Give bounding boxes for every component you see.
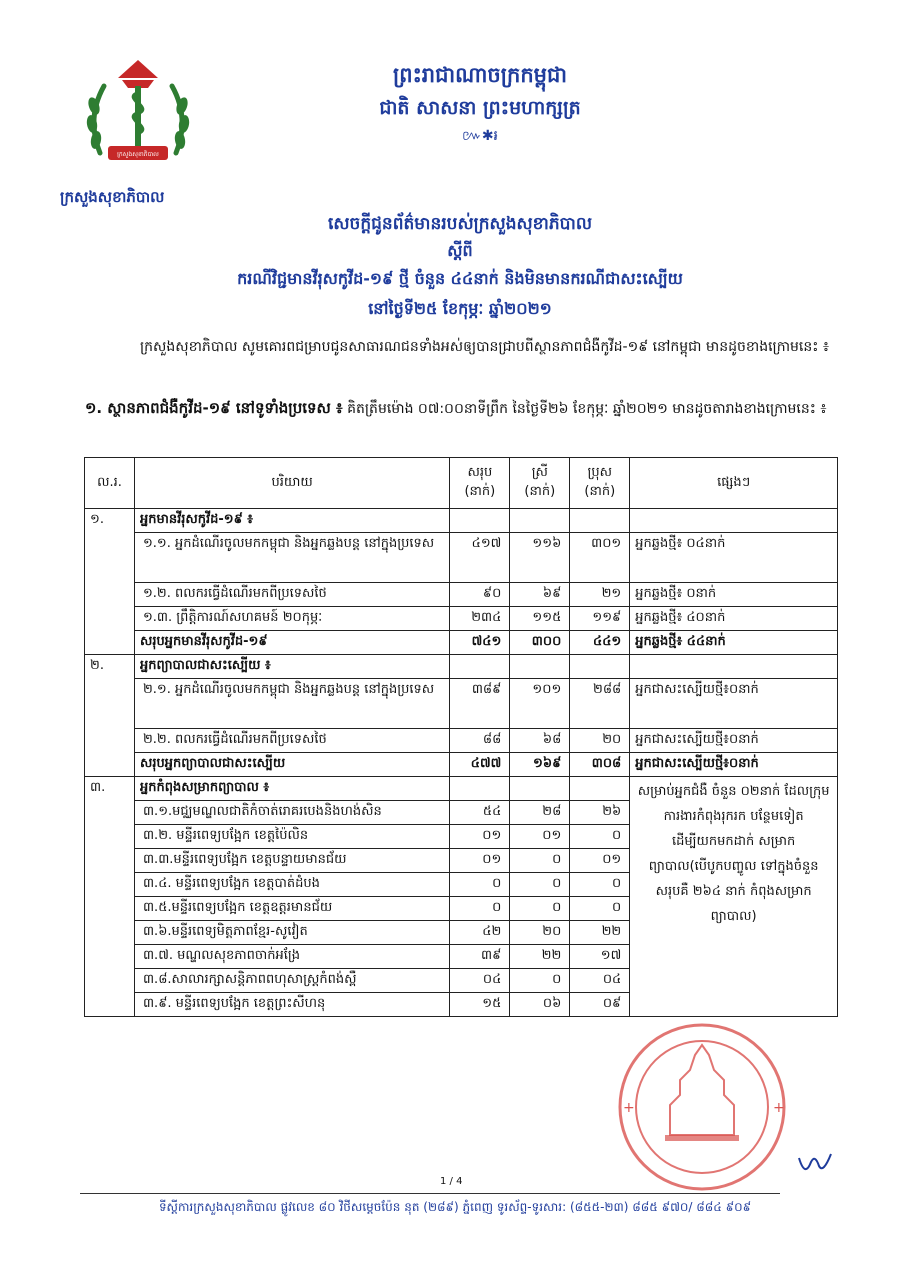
- row-total: ២៣៤: [450, 607, 510, 631]
- row-male: ៣០១: [570, 533, 630, 583]
- summary-total: ៤៧៧: [450, 753, 510, 777]
- header-male: ប្រុស (នាក់): [570, 458, 630, 509]
- document-title: សេចក្តីជូនព័ត៌មានរបស់ក្រសួងសុខាភិបាល: [327, 214, 593, 234]
- row-description: ៣.៥.មន្ទីរពេទ្យបង្អែក ខេត្តឧត្តរមានជ័យ: [134, 897, 449, 921]
- row-total: ០: [450, 873, 510, 897]
- row-description: ៣.៣.មន្ទីរពេទ្យបង្អែក ខេត្តបន្ទាយមានជ័យ: [134, 849, 449, 873]
- row-total: ០៤: [450, 969, 510, 993]
- row-female: ០: [510, 969, 570, 993]
- row-description: ៣.៦.មន្ទីរពេទ្យមិត្តភាពខ្មែរ-សូវៀត: [134, 921, 449, 945]
- group-number: ៣.: [85, 777, 135, 1017]
- row-male: ២១: [570, 583, 630, 607]
- header-other: ផ្សេងៗ: [630, 458, 838, 509]
- summary-row: [85, 753, 838, 777]
- row-note: អ្នកឆ្លងថ្មី៖ ៤០នាក់: [630, 607, 838, 631]
- header-female: ស្រី (នាក់): [510, 458, 570, 509]
- section1-heading: ១. ស្ថានភាពជំងឺកូវីដ-១៩ នៅទូទាំងប្រទេស ៖: [85, 399, 343, 417]
- row-female: ១១៦: [510, 533, 570, 583]
- group-number: ១.: [85, 509, 135, 655]
- summary-male: ៤៤១: [570, 631, 630, 655]
- header-description: បរិយាយ: [134, 458, 449, 509]
- row-male: ២២: [570, 921, 630, 945]
- row-description: ៣.២. មន្ទីរពេទ្យបង្អែក ខេត្តប៉ៃលិន: [134, 825, 449, 849]
- emblem-ribbon-text: ក្រសួងសុខាភិបាល: [117, 151, 159, 158]
- row-description: ១.៣. ព្រឹត្តិការណ៍សហគមន៍ ២០កុម្ភៈ: [134, 607, 449, 631]
- ministry-name: ក្រសួងសុខាភិបាល: [60, 188, 165, 206]
- table-row: [85, 509, 838, 533]
- footer-divider: [80, 1193, 780, 1194]
- group-number: ២.: [85, 655, 135, 777]
- header-total: សរុប (នាក់): [450, 458, 510, 509]
- row-total: ៨៨: [450, 729, 510, 753]
- row-total: ៣៨៩: [450, 679, 510, 729]
- row-total: ៥៤: [450, 801, 510, 825]
- row-description: ១.១. អ្នកដំណើរចូលមកកម្ពុជា និងអ្នកឆ្លងបន្ត នៅក្នុងប្រទេស: [134, 533, 449, 583]
- row-total: ៤២: [450, 921, 510, 945]
- table-row: [85, 655, 838, 679]
- footer-address: ទីស្តីការក្រសួងសុខាភិបាល ផ្លូវលេខ ៨០ វិថីសម្តេចប៉ែន នុត (២៨៩) ភ្នំពេញ ទូរស័ព្ទ-ទូរសារ: (៨៥៥-២៣) ៨៨៥ ៩៧០/ ៨៨៤ ៩០៩: [158, 1200, 752, 1214]
- intro-paragraph: ក្រសួងសុខាភិបាល សូមគោរពជម្រាបជូនសាធារណជនទាំងអស់ឲ្យបានជ្រាបពីស្ថានភាពជំងឺកូវីដ-១៩ នៅកម្ពុជា មានដូចខាងក្រោមនេះ ៖: [140, 339, 830, 355]
- svg-text:+: +: [623, 1100, 635, 1116]
- summary-row: [85, 631, 838, 655]
- row-description: ៣.៨.សាលារក្សាសន្តិភាពពហុសាស្រ្តកំពង់ស្ពឺ: [134, 969, 449, 993]
- row-male: ០៩: [570, 993, 630, 1017]
- row-male: ០: [570, 825, 630, 849]
- svg-text:+: +: [773, 1100, 785, 1116]
- row-note: អ្នកជាសះស្បើយថ្មី៖០នាក់: [630, 729, 838, 753]
- row-description: ៣.៤. មន្ទីរពេទ្យបង្អែក ខេត្តបាត់ដំបង: [134, 873, 449, 897]
- row-description: ៣.១.មជ្ឈមណ្ឌលជាតិកំចាត់រោគរបេងនិងហង់សិន: [134, 801, 449, 825]
- row-female: ០: [510, 849, 570, 873]
- official-stamp-icon: [615, 1020, 790, 1195]
- kingdom-title: ព្រះរាជាណាចក្រកម្ពុជា: [392, 63, 567, 87]
- row-male: ១៧: [570, 945, 630, 969]
- row-note: អ្នកជាសះស្បើយថ្មី៖០នាក់: [630, 679, 838, 729]
- summary-female: ៣០០: [510, 631, 570, 655]
- table-row: [85, 607, 838, 631]
- row-female: ០៦: [510, 993, 570, 1017]
- row-female: ១០១: [510, 679, 570, 729]
- table-header-row: [85, 458, 838, 509]
- national-motto: ជាតិ សាសនា ព្រះមហាក្សត្រ: [379, 97, 581, 119]
- row-total: ១៥: [450, 993, 510, 1017]
- row-description: ២.១. អ្នកដំណើរចូលមកកម្ពុជា និងអ្នកឆ្លងបន្ត នៅក្នុងប្រទេស: [134, 679, 449, 729]
- row-total: ៣៩: [450, 945, 510, 969]
- table-row: [85, 777, 838, 801]
- row-female: ១១៥: [510, 607, 570, 631]
- row-male: ០: [570, 873, 630, 897]
- header-no: ល.រ.: [85, 458, 135, 509]
- row-description: ៣.៧. មណ្ឌលសុខភាពចាក់អង្រែ: [134, 945, 449, 969]
- row-description: ២.២. ពលករធ្វើដំណើរមកពីប្រទេសថៃ: [134, 729, 449, 753]
- summary-total: ៧៤១: [450, 631, 510, 655]
- row-female: ២០: [510, 921, 570, 945]
- group3-note: សម្រាប់អ្នកជំងឺ ចំនួន ០២នាក់ ដែលក្រុមការងារកំពុងរុករក បន្ថែមទៀត ដើម្បីយកមកដាក់ សម្រាកព្យាបាល(បើបូកបញ្ចូល ទៅក្នុងចំនួនសរុបគឺ ២៦៤ នាក់ កំពុងសម្រាកព្យាបាល): [630, 777, 838, 1017]
- page-number: 1 / 4: [440, 1176, 463, 1187]
- row-female: ៦៩: [510, 583, 570, 607]
- document-subject: ករណីវិជ្ជមានវីរុសកូវីដ-១៩ ថ្មី ចំនួន ៤៤នាក់ និងមិនមានករណីជាសះស្បើយ: [237, 269, 683, 288]
- summary-note: អ្នកឆ្លងថ្មី៖ ៤៤នាក់: [630, 631, 838, 655]
- row-male: ២៨៨: [570, 679, 630, 729]
- table-row: [85, 533, 838, 583]
- ministry-emblem-icon: [78, 58, 198, 178]
- summary-female: ១៦៩: [510, 753, 570, 777]
- table-row: [85, 679, 838, 729]
- row-note: អ្នកឆ្លងថ្មី៖ ០នាក់: [630, 583, 838, 607]
- summary-description: សរុបអ្នកមានវីរុសកូវីដ-១៩: [134, 631, 449, 655]
- row-male: ០១: [570, 849, 630, 873]
- document-subject-label: ស្តីពី: [447, 241, 473, 260]
- row-female: ០: [510, 873, 570, 897]
- group-title: អ្នកកំពុងសម្រាកព្យាបាល ៖: [134, 777, 449, 801]
- group-title: អ្នកព្យាបាលជាសះស្បើយ ៖: [134, 655, 449, 679]
- row-description: ១.២. ពលករធ្វើដំណើរមកពីប្រទេសថៃ: [134, 583, 449, 607]
- section1-text: គិតត្រឹមម៉ោង ០៧:០០នាទីព្រឹក នៃថ្ងៃទី២៦ ខែកុម្ភៈ ឆ្នាំ២០២១ មានដូចតារាងខាងក្រោមនេះ ៖: [347, 401, 827, 417]
- row-male: ០: [570, 897, 630, 921]
- row-note: អ្នកឆ្លងថ្មី៖ ០៤នាក់: [630, 533, 838, 583]
- summary-note: អ្នកជាសះស្បើយថ្មី៖០នាក់: [630, 753, 838, 777]
- row-male: ២៦: [570, 801, 630, 825]
- row-total: ០: [450, 897, 510, 921]
- row-female: ២៨: [510, 801, 570, 825]
- row-female: ២២: [510, 945, 570, 969]
- row-female: ០១: [510, 825, 570, 849]
- document-date: នៅថ្ងៃទី២៥ ខែកុម្ភៈ ឆ្នាំ២០២១: [368, 299, 552, 318]
- row-total: ៩០: [450, 583, 510, 607]
- summary-description: សរុបអ្នកព្យាបាលជាសះស្បើយ: [134, 753, 449, 777]
- row-female: ៦៨: [510, 729, 570, 753]
- row-male: ១១៩: [570, 607, 630, 631]
- row-male: ២០: [570, 729, 630, 753]
- row-total: ០១: [450, 849, 510, 873]
- covid-statistics-table: [84, 457, 838, 1017]
- table-row: [85, 729, 838, 753]
- section1-paragraph: [85, 393, 845, 424]
- row-male: ០៤: [570, 969, 630, 993]
- row-total: ០១: [450, 825, 510, 849]
- table-row: [85, 583, 838, 607]
- signature-icon: [795, 1150, 835, 1180]
- row-description: ៣.៩. មន្ទីរពេទ្យបង្អែក ខេត្តព្រះសីហនុ: [134, 993, 449, 1017]
- ornament: ៚✱៛: [462, 128, 498, 144]
- summary-male: ៣០៨: [570, 753, 630, 777]
- row-total: ៤១៧: [450, 533, 510, 583]
- group-title: អ្នកមានវីរុសកូវីដ-១៩ ៖: [134, 509, 449, 533]
- row-female: ០: [510, 897, 570, 921]
